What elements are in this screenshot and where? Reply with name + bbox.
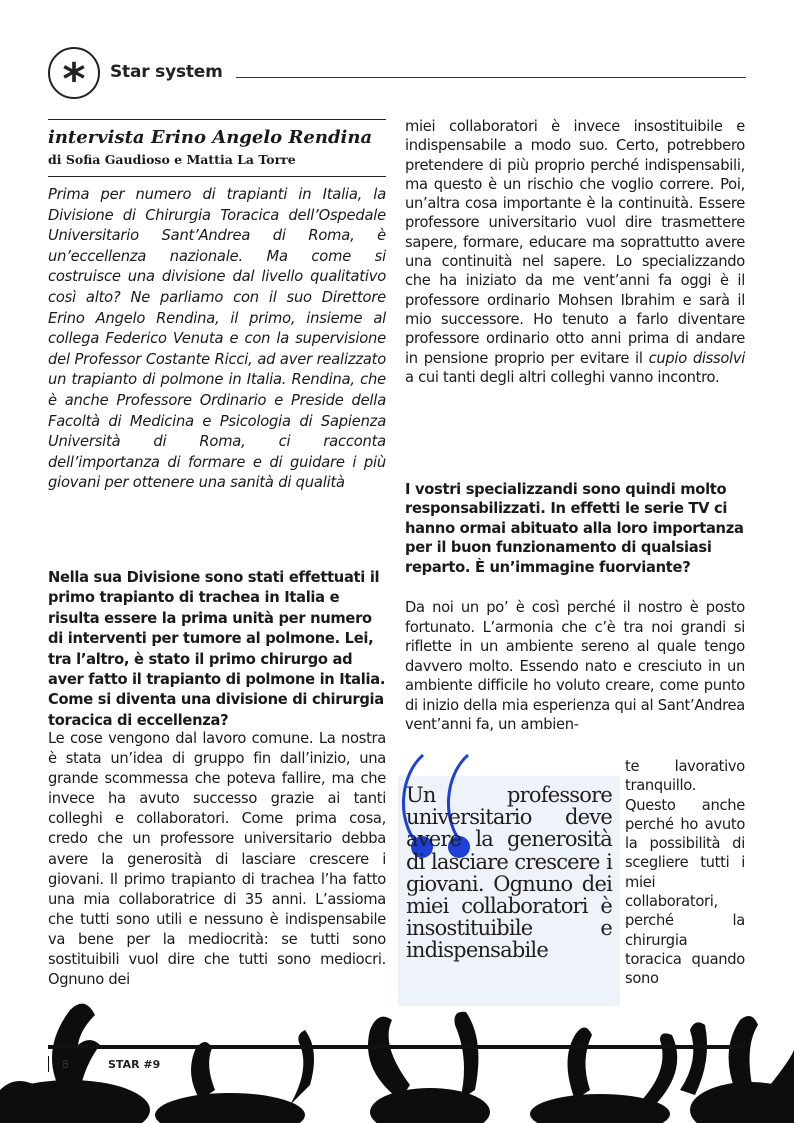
answer-1: Le cose vengono dal lavoro comune. La nostra è stata un’idea di gruppo fin dall’inizio, una grande scommessa che poteva fallire, ma che invece ha avuto successo grazie ai tanti colleghi e collaboratori. Come prima cosa, credo che un professore universitario debba avere la generosità di lasciare crescere i giovani. Il primo trapianto di trachea l’ha fatto una mia collaboratrice di 35 anni. L’assioma che tutti sono utili e nessuno è indispensabile va bene per la mediocrità: se tutti sono sostituibili vuol dire che tutti sono mediocri. Ognuno dei (48, 730, 386, 989)
question-2: I vostri specializzandi sono quindi molto responsabilizzati. In effetti le serie TV ci hanno ormai abituato alla loro importanza per il buon funzionamento di qualsiasi reparto. È un’immagine fuorviante? (405, 481, 744, 576)
question-1: Nella sua Divisione sono stati effettuati il primo trapianto di trachea in Italia e risulta essere la prima unità per numero di interventi per tumore al polmone. Lei, tra l’altro, è stato il primo chirurgo ad aver fatto il trapianto di polmone in Italia. Come si diventa una divisione di chirurgia toracica di eccellenza? (48, 569, 386, 729)
crab-silhouettes-illustration (0, 990, 794, 1123)
header-rule (236, 77, 746, 78)
answer-1-cont-em: cupio dissolvi (648, 349, 746, 367)
folio-divider (48, 1056, 49, 1072)
magazine-issue: STAR #9 (108, 1058, 161, 1071)
answer-1-continued (405, 117, 745, 387)
article-intro: Prima per numero di trapianti in Italia, la Divisione di Chirurgia Toracica dell’Ospedale Universitario Sant’Andrea di Roma, è un’eccellenza nazionale. Ma come si costruisce una divisione dal livello qualitativo così alto? Ne parliamo con il suo Direttore Erino Angelo Rendina, il primo, insieme al collega Federico Venuta e con la supervisione del Professor Costante Ricci, ad aver realizzato un trapianto di polmone in Italia. Rendina, che è anche Professore Ordinario e Preside della Facoltà di Medicina e Psicologia di Sapienza Università di Roma, ci racconta dell’importanza di formare e di guidare i più giovani per ottenere una sanità di qualità (48, 186, 386, 492)
answer-1-cont-a: miei collaboratori è invece insostituibile e indispensabile a modo suo. Certo, potrebbero pretendere di più proprio perché indispensabili, ma questo è un rischio che voglio correre. Poi, un’altra cosa importante è la continuità. Essere professore universitario vuol dire trasmettere sapere, formare, educare ma soprattutto avere una continuità nel sapere. Lo specializzando che ha iniziato da me vent’anni fa oggi è il professore ordinario Mohsen Ibrahim e sarà il mio successore. Ho tenuto a farlo diventare professore ordinario otto anni prima di andare in pensione proprio per evitare il (405, 118, 745, 367)
article-byline: di Sofia Gaudioso e Mattia La Torre (48, 152, 296, 167)
pull-quote-text: Un professore universitario deve avere la generosità di lasciare crescere i giovani. Ognuno dei miei collaboratori è insostituibile e indispensabile (406, 783, 612, 963)
asterisk-icon: * (48, 47, 100, 99)
article-headline: intervista Erino Angelo Rendina (48, 127, 373, 148)
page-number: 8 (62, 1058, 69, 1071)
footer-rule (48, 1045, 746, 1049)
answer-2: Da noi un po’ è così perché il nostro è posto fortunato. L’armonia che c’è tra noi grandi si riflette in un ambiente sereno al quale tengo davvero molto. Essendo nato e cresciuto in un ambiente difficile ho voluto creare, come punto di inizio della mia esperienza qui al Sant’Andrea vent’anni fa, un ambien- (405, 599, 745, 733)
headline-top-rule (48, 119, 386, 120)
answer-1-cont-b: a cui tanti degli altri colleghi vanno incontro. (405, 368, 720, 386)
answer-2-continued: te lavorativo tranquillo. Questo anche perché ho avuto la possibilità di scegliere tutti i miei collaboratori, perché la chirurgia toracica quando sono (625, 758, 745, 988)
section-title: Star system (110, 62, 223, 82)
byline-bottom-rule (48, 176, 386, 177)
